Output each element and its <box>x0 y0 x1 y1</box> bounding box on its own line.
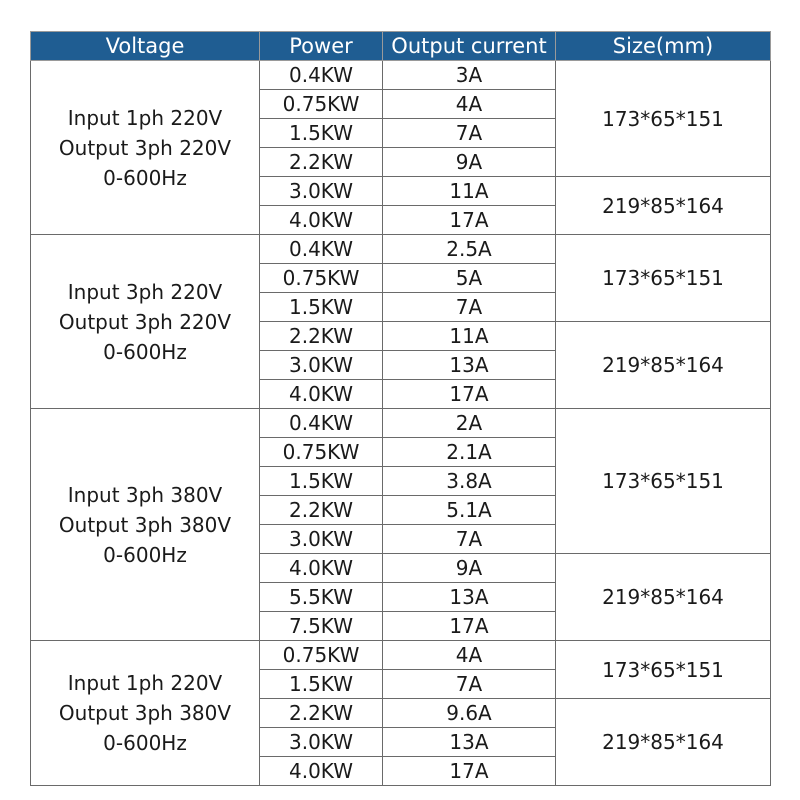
power-cell: 3.0KW <box>260 351 383 380</box>
power-cell: 3.0KW <box>260 728 383 757</box>
output-current-cell: 4A <box>383 641 556 670</box>
table-row <box>31 235 771 264</box>
output-current-cell: 7A <box>383 525 556 554</box>
header-size: Size(mm) <box>556 32 771 61</box>
output-current-cell: 3.8A <box>383 467 556 496</box>
voltage-line: Output 3ph 380V <box>58 701 232 725</box>
power-cell: 1.5KW <box>260 670 383 699</box>
power-cell: 3.0KW <box>260 525 383 554</box>
voltage-cell <box>31 409 260 641</box>
power-cell: 4.0KW <box>260 206 383 235</box>
voltage-cell <box>31 61 260 235</box>
size-cell: 219*85*164 <box>556 177 771 235</box>
table-row <box>31 409 771 438</box>
voltage-cell <box>31 641 260 786</box>
output-current-cell: 11A <box>383 322 556 351</box>
table-body <box>31 61 771 786</box>
size-cell: 173*65*151 <box>556 641 771 699</box>
size-cell: 219*85*164 <box>556 554 771 641</box>
voltage-line: Input 1ph 220V <box>67 105 223 130</box>
power-cell: 7.5KW <box>260 612 383 641</box>
voltage-line: Input 3ph 380V <box>67 482 223 507</box>
output-current-cell: 17A <box>383 757 556 786</box>
output-current-cell: 2.1A <box>383 438 556 467</box>
header-voltage: Voltage <box>31 32 260 61</box>
power-cell: 0.75KW <box>260 641 383 670</box>
voltage-line: Output 3ph 220V <box>58 309 232 334</box>
output-current-cell: 13A <box>383 728 556 757</box>
output-current-cell: 7A <box>383 670 556 699</box>
voltage-line: Input 1ph 220V <box>67 671 223 695</box>
voltage-line: Output 3ph 220V <box>58 135 232 160</box>
spec-table <box>30 31 771 786</box>
output-current-cell: 9.6A <box>383 699 556 728</box>
output-current-cell: 4A <box>383 90 556 119</box>
output-current-cell: 3A <box>383 61 556 90</box>
size-cell: 173*65*151 <box>556 61 771 177</box>
size-cell: 219*85*164 <box>556 699 771 786</box>
size-cell: 173*65*151 <box>556 409 771 554</box>
output-current-cell: 13A <box>383 351 556 380</box>
table-row <box>31 61 771 90</box>
spec-table-container <box>30 31 770 786</box>
output-current-cell: 7A <box>383 119 556 148</box>
power-cell: 0.75KW <box>260 90 383 119</box>
header-output-current: Output current <box>383 32 556 61</box>
power-cell: 2.2KW <box>260 496 383 525</box>
power-cell: 2.2KW <box>260 148 383 177</box>
voltage-line: Input 3ph 220V <box>67 279 223 304</box>
voltage-line: 0-600Hz <box>103 165 187 190</box>
output-current-cell: 17A <box>383 206 556 235</box>
output-current-cell: 17A <box>383 612 556 641</box>
output-current-cell: 9A <box>383 148 556 177</box>
power-cell: 0.4KW <box>260 235 383 264</box>
size-cell: 173*65*151 <box>556 235 771 322</box>
power-cell: 3.0KW <box>260 177 383 206</box>
output-current-cell: 9A <box>383 554 556 583</box>
size-cell: 219*85*164 <box>556 322 771 409</box>
power-cell: 4.0KW <box>260 757 383 786</box>
output-current-cell: 5.1A <box>383 496 556 525</box>
power-cell: 5.5KW <box>260 583 383 612</box>
power-cell: 4.0KW <box>260 554 383 583</box>
voltage-line: Output 3ph 380V <box>58 512 232 537</box>
output-current-cell: 13A <box>383 583 556 612</box>
power-cell: 1.5KW <box>260 467 383 496</box>
output-current-cell: 5A <box>383 264 556 293</box>
power-cell: 2.2KW <box>260 322 383 351</box>
output-current-cell: 11A <box>383 177 556 206</box>
table-row <box>31 641 771 670</box>
output-current-cell: 2.5A <box>383 235 556 264</box>
power-cell: 0.75KW <box>260 438 383 467</box>
voltage-line: 0-600Hz <box>103 731 187 755</box>
voltage-line: 0-600Hz <box>103 542 187 567</box>
output-current-cell: 7A <box>383 293 556 322</box>
power-cell: 2.2KW <box>260 699 383 728</box>
output-current-cell: 2A <box>383 409 556 438</box>
voltage-cell <box>31 235 260 409</box>
output-current-cell: 17A <box>383 380 556 409</box>
power-cell: 0.4KW <box>260 61 383 90</box>
power-cell: 1.5KW <box>260 119 383 148</box>
power-cell: 0.4KW <box>260 409 383 438</box>
header-row <box>31 32 771 61</box>
header-power: Power <box>260 32 383 61</box>
power-cell: 1.5KW <box>260 293 383 322</box>
power-cell: 0.75KW <box>260 264 383 293</box>
power-cell: 4.0KW <box>260 380 383 409</box>
voltage-line: 0-600Hz <box>103 339 187 364</box>
